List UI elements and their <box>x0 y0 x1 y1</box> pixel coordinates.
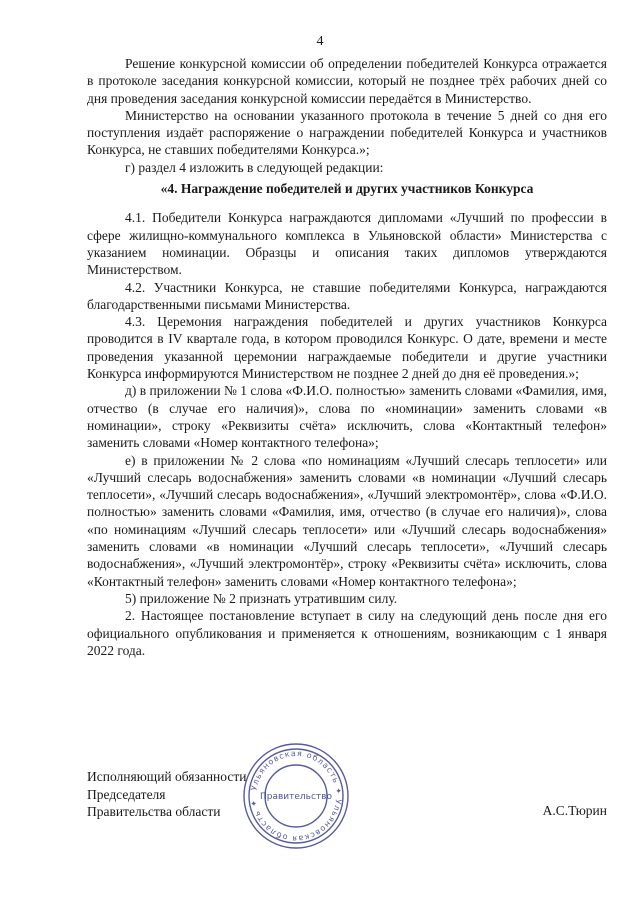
section-heading: «4. Награждение победителей и других участников Конкурса <box>160 181 534 197</box>
paragraph-4-2: 4.2. Участники Конкурса, не ставшие победителями Конкурса, награждаются благодарственными письмами Министерства. <box>87 279 607 312</box>
paragraph-d: д) в приложении № 1 слова «Ф.И.О. полностью» заменить словами «Фамилия, имя, отчество (в случае его наличия)», слова по «номинации» заменить словами «в номинации», строку «Реквизиты счёта» исключить, слова «Контактный телефон» заменить словами «Номер контактного телефона»; <box>87 383 607 451</box>
document-body <box>87 55 607 659</box>
paragraph-commission-decision: Решение конкурсной комиссии об определении победителей Конкурса отражается в протоколе заседания конкурсной комиссии, который не позднее трёх рабочих дней со дня проведения заседания конкурсной комиссии передаётся в Министерство. <box>87 56 607 106</box>
paragraph-2-effective: 2. Настоящее постановление вступает в силу на следующий день после дня его официального опубликования и применяется к отношениям, возникающим с 1 января 2022 года. <box>87 608 607 658</box>
paragraph-e: е) в приложении № 2 слова «по номинациям «Лучший слесарь теплосети» или «Лучший слесарь водоснабжения» заменить словами «в номинации «Лучший слесарь теплосети», «Лучший слесарь водоснабжения», «Лучший электромонтёр», слова «Ф.И.О. полностью» заменить словами «Фамилия, имя, отчество (в случае его наличия)», слова «по номинациям «Лучший слесарь теплосети» или «Лучший слесарь водоснабжения» заменить словами «в номинации «Лучший слесарь теплосети», «Лучший слесарь водоснабжения», «Лучший электромонтёр», строку «Реквизиты счёта» исключить, слова «Контактный телефон» заменить словами «Номер контактного телефона»; <box>87 452 607 589</box>
signer-name: А.С.Тюрин <box>542 803 607 818</box>
paragraph-5: 5) приложение № 2 признать утратившим силу. <box>125 590 398 606</box>
signature-title-line1: Исполняющий обязанности <box>87 769 247 784</box>
signature-title-line2: Председателя <box>87 786 166 802</box>
paragraph-4-1: 4.1. Победители Конкурса награждаются дипломами «Лучший по профессии в сфере жилищно-коммунального комплекса в Ульяновской области» Министерства с указанием номинации. Образцы и описания таких дипломов утверждаются Министерством. <box>87 210 607 278</box>
paragraph-ministry-order: Министерство на основании указанного протокола в течение 5 дней со дня его поступления издаёт распоряжение о награждении победителей Конкурса и участников Конкурса, не ставших победителями Конкурса.»; <box>87 107 607 158</box>
svg-text:Правительство: Правительство <box>260 792 332 802</box>
svg-text:Ульяновская область ✦ Ульяновс: Ульяновская область ✦ Ульяновская область ✦ <box>248 748 344 844</box>
page-number: 4 <box>316 34 324 49</box>
paragraph-4-3: 4.3. Церемония награждения победителей и других участников Конкурса проводится в IV квартале года, в котором проводился Конкурс. О дате, времени и месте проведения указанной церемонии награждаемые победители и другие участники Конкурса информируются Министерством не позднее 2 дней до дня её проведения.»; <box>87 314 607 382</box>
official-seal-stamp <box>240 740 352 852</box>
paragraph-section4-intro: г) раздел 4 изложить в следующей редакции: <box>125 159 384 175</box>
signature-title-line3: Правительства области <box>87 804 221 819</box>
